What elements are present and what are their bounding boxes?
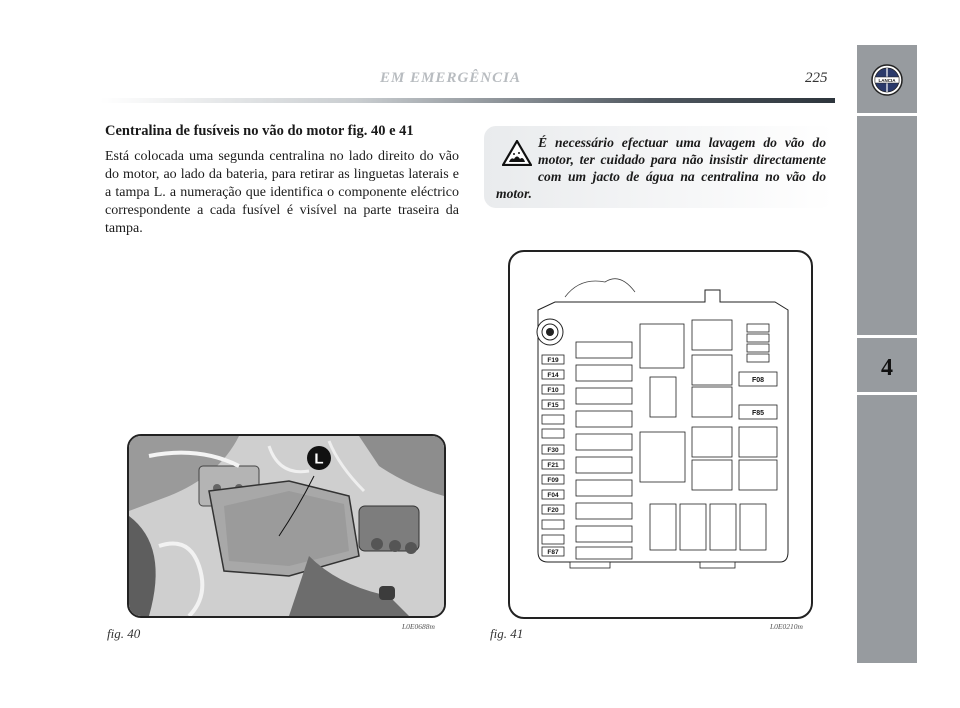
chapter-side-tab [857, 45, 917, 663]
side-tab-divider [857, 113, 917, 116]
fuse-label: F87 [547, 549, 559, 556]
fuse-label: F04 [547, 492, 559, 499]
fuse-label: F09 [547, 477, 559, 484]
section-heading: Centralina de fusíveis no vão do motor fig. 40 e 41 [105, 123, 414, 139]
body-paragraph: Está colocada uma segunda centralina no lado direito do vão do motor, ao lado da bateria, para retirar as linguetas laterais e a tampa L. a numeração que identifica o componente eléctrico correspondente a cada fusível é visível na parte traseira da tampa. [105, 149, 459, 236]
fuse-label: F15 [547, 402, 559, 409]
fuse-label: F30 [547, 447, 559, 454]
side-tab-divider [857, 335, 917, 338]
callout-letter-l: L [314, 450, 324, 468]
running-header-title: EM EMERGÊNCIA [380, 70, 521, 86]
fuse-label: F10 [547, 387, 559, 394]
fuse-label: F14 [547, 372, 559, 379]
chapter-number: 4 [881, 355, 893, 381]
fuse-label: F20 [547, 507, 559, 514]
fuse-label: F19 [547, 357, 559, 364]
fuse-label: F85 [751, 410, 765, 417]
svg-text:LANCIA: LANCIA [878, 78, 896, 83]
fig40-caption: fig. 40 [107, 626, 141, 641]
side-tab-divider [857, 392, 917, 395]
fig41-fusebox-diagram [508, 250, 813, 619]
fuse-label: F08 [751, 377, 765, 384]
page-number: 225 [805, 70, 828, 86]
fuse-label: F21 [547, 462, 559, 469]
fig40-photo [127, 434, 446, 618]
fig41-caption: fig. 41 [490, 626, 524, 641]
fig40-code: L0E0688m [402, 622, 435, 631]
warning-text: É necessário efectuar uma lavagem do vão do motor, ter cuidado para não insistir directamente com um jacto de água na centralina no vão do motor. [496, 135, 826, 201]
fig41-code: L0E0210m [770, 622, 803, 631]
lancia-logo-icon [871, 64, 903, 96]
header-rule [100, 98, 835, 103]
